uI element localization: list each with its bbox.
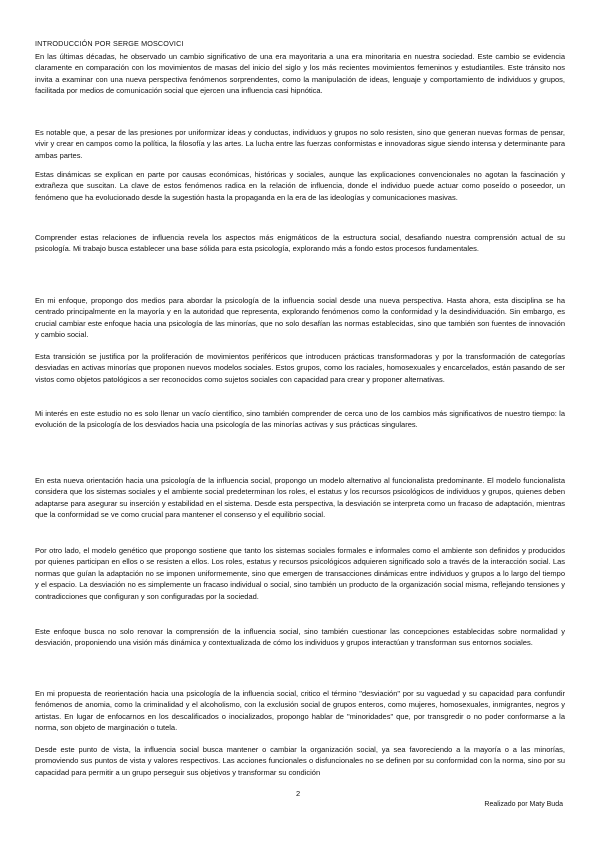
paragraph-1: En las últimas décadas, he observado un cambio significativo de una era mayoritaria a una era minoritaria en nuestra sociedad. Este cambio se evidencia claramente en comparación con los movimientos de masas del inicio del siglo y los más recientes movimientos femeninos y estudiantiles. Este tránsito nos invita a examinar con una nueva perspectiva fenómenos sorprendentes, como la manipulación de ideas, lenguaje y comportamiento de individuos y grupos, facilitada por medios de comunicación social que ejercen una influencia casi hipnótica. [35,52,565,96]
paragraph-3: Estas dinámicas se explican en parte por causas económicas, históricas y sociales, aunque las explicaciones convencionales no agotan la fascinación y extrañeza que suscitan. La clave de estos fenómenos radica en la relación de influencia, donde el individuo puede actuar como poseído o poseedor, un fenómeno que ha evolucionado desde la sugestión hasta la propaganda en la era de las ideologías y comunicaciones masivas. [35,170,565,202]
author-credit: Realizado por Maty Buda [484,801,563,808]
paragraph-8: En esta nueva orientación hacia una psicología de la influencia social, propongo un modelo alternativo al funcionalista predominante. El modelo funcionalista considera que los sistemas sociales y el ambiente social predeterminan los roles, el estatus y los recursos psicológicos de individuos y grupos, quienes deben adaptarse para asegurar su inserción y estabilidad en el sistema. Desde esta perspectiva, la desviación se interpreta como un fracaso de adaptación, mientras que la conformidad se ve como crucial para mantener el consenso y el equilibrio social. [35,476,565,520]
paragraph-4: Comprender estas relaciones de influencia revela los aspectos más enigmáticos de la estructura social, desafiando nuestra comprensión actual de su psicología. Mi trabajo busca establecer una base sólida para esta psicología, explorando más a fondo estos procesos fundamentales. [35,233,565,254]
paragraph-5: En mi enfoque, propongo dos medios para abordar la psicología de la influencia social desde una nueva perspectiva. Hasta ahora, esta disciplina se ha centrado principalmente en la mayoría y en la autoridad que representa, explorando fenómenos como la conformidad y la desindividuación. Sin embargo, es crucial cambiar este enfoque hacia una psicología de las minorías, que no solo desafían las normas establecidas, sino que también son fuentes de innovación y cambio social. [35,296,565,340]
page-number: 2 [296,789,301,798]
document-heading: INTRODUCCIÓN POR SERGE MOSCOVICI [35,39,184,48]
paragraph-12: Desde este punto de vista, la influencia social busca mantener o cambiar la organización social, ya sea favoreciendo a la mayoría o a las minorías, promoviendo sus puntos de vista y valores respectivos. Las acciones funcionales o disfuncionales no se definen por su conformidad con la norma, sino por su capacidad para permitir a un grupo perseguir sus objetivos y transformar su condición [35,745,565,777]
paragraph-6: Esta transición se justifica por la proliferación de movimientos periféricos que introducen prácticas transformadoras y por la transformación de categorías desviadas en activas minorías que proponen nuevos modelos sociales. Estos grupos, como los raciales, homosexuales y encarcelados, están pasando de ser vistos como objetos patológicos a ser reconocidos como sujetos sociales con capacidad para crear y proponer alternativas. [35,352,565,384]
paragraph-9: Por otro lado, el modelo genético que propongo sostiene que tanto los sistemas sociales formales e informales como el ambiente son definidos y producidos por quienes participan en ellos o se resisten a ellos. Los roles, estatus y recursos psicológicos adquieren significado solo a través de la interacción social. Las normas que guían la adaptación no se imponen uniformemente, sino que emergen de transacciones dinámicas entre individuos y grupos a lo largo del tiempo y el espacio. La desviación no es simplemente un fracaso individual o social, sino también un producto de la organización social misma, reflejando tensiones y contradicciones que configuran y son configuradas por la sociedad. [35,546,565,601]
paragraph-10: Este enfoque busca no solo renovar la comprensión de la influencia social, sino también cuestionar las concepciones establecidas sobre normalidad y desviación, proponiendo una visión más dinámica y contextualizada de cómo los individuos y grupos interactúan y transforman sus entornos sociales. [35,627,565,648]
paragraph-2: Es notable que, a pesar de las presiones por uniformizar ideas y conductas, individuos y grupos no solo resisten, sino que generan nuevas formas de pensar, vivir y crear en campos como la política, la filosofía y las artes. La lucha entre las fuerzas conformistas e innovadoras sigue siendo intensa y determinante para ambas partes. [35,128,565,160]
paragraph-11: En mi propuesta de reorientación hacia una psicología de la influencia social, critico el término "desviación" por su vaguedad y su capacidad para confundir fenómenos de anomia, como la criminalidad y el alcoholismo, con la exclusión social de grupos enteros, como mujeres, homosexuales, inmigrantes, negros y artistas. En lugar de enfocarnos en los descalificados o inocializados, propongo hablar de "minoridades" que, por transgredir o no poder conformarse a la norma, son objeto de marginación o tutela. [35,689,565,733]
paragraph-7: Mi interés en este estudio no es solo llenar un vacío científico, sino también comprender de cerca uno de los cambios más significativos de nuestro tiempo: la evolución de la psicología de los desviados hacia una psicología de las minorías activas y sus prácticas singulares. [35,409,565,430]
